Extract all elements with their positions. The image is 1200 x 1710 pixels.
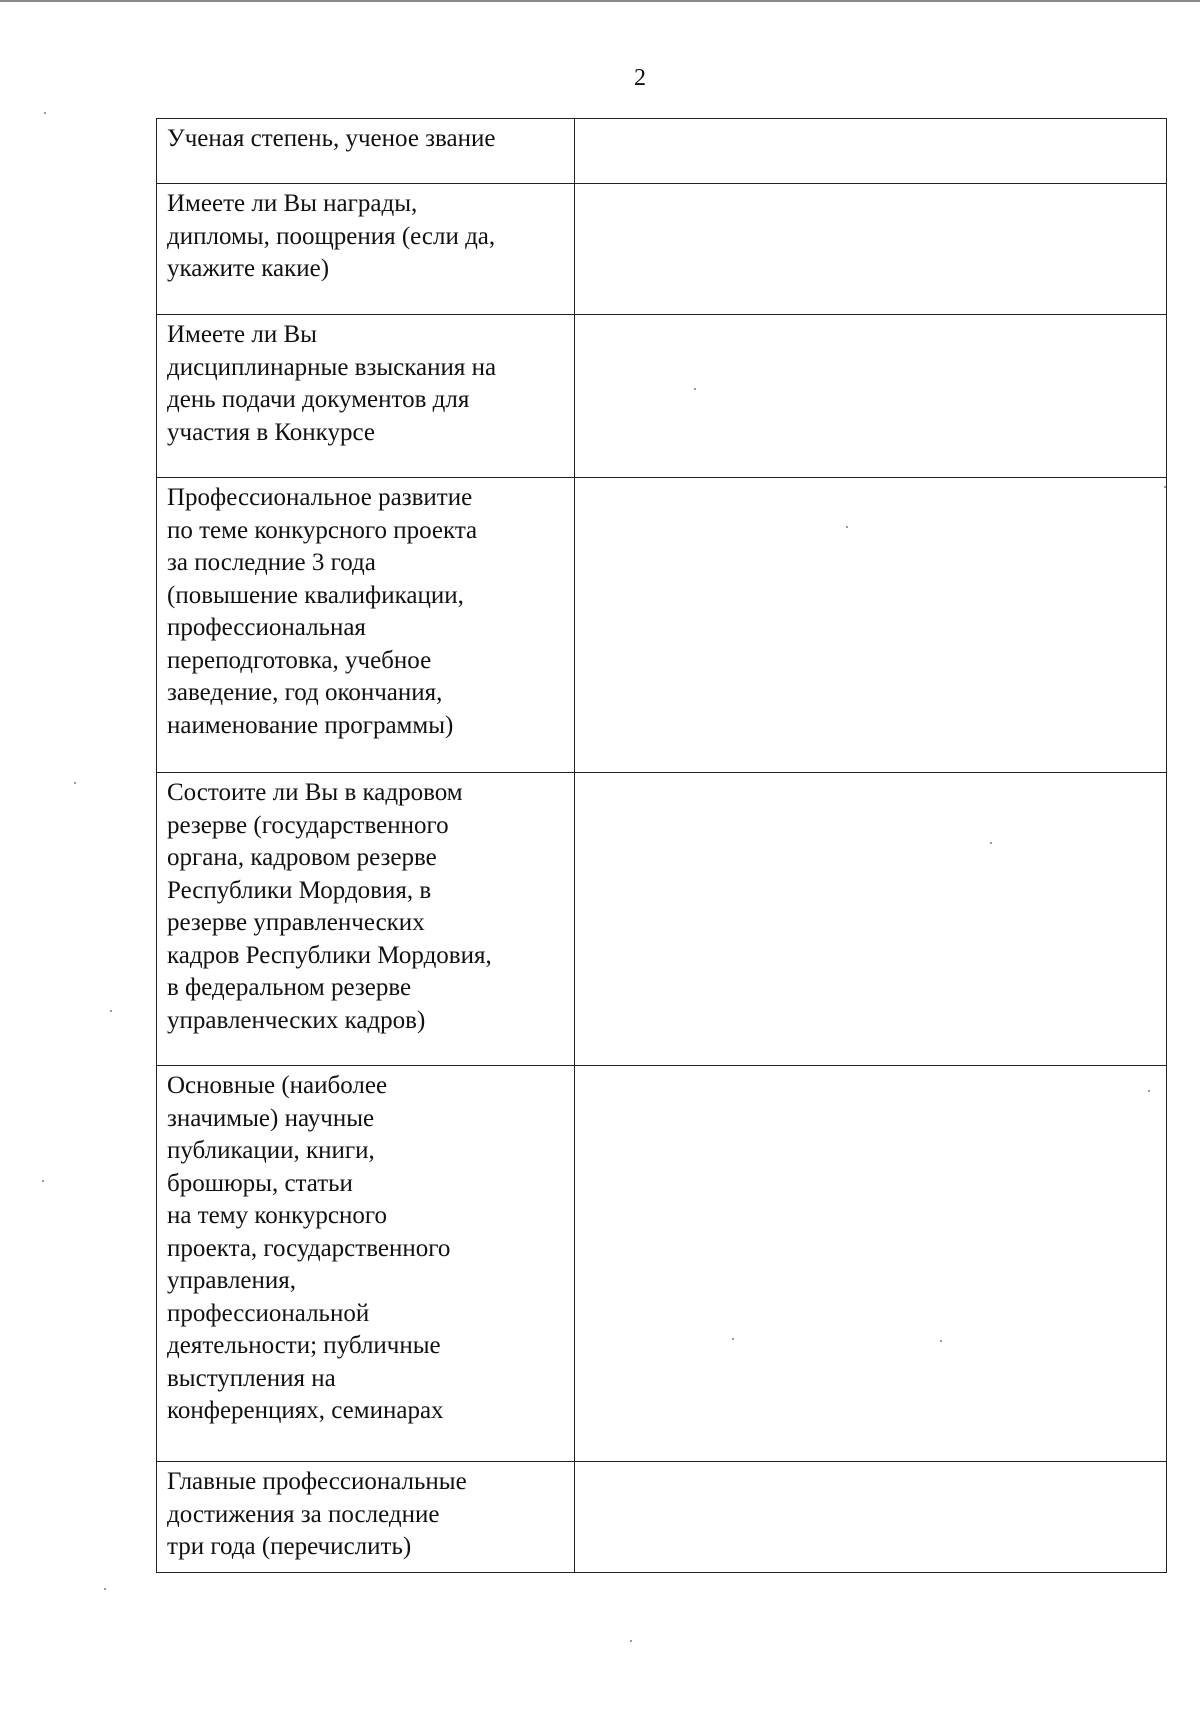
scan-speck [990,842,992,844]
label-cell [157,478,575,773]
scan-speck [110,1010,112,1012]
questionnaire-table [156,118,1167,1573]
table-row-personnel-reserve [157,773,1167,1066]
label-cell [157,773,575,1066]
value-cell-publications[interactable] [575,1066,1167,1462]
scan-speck [1164,486,1166,488]
row-label: Профессиональное развитие по теме конкурсного проекта за последние 3 года (повышение квалификации, профессиональная переподготовка, учебное заведение, год окончания, наименование программы) [167,484,478,739]
row-label: Имеете ли Вы дисциплинарные взыскания на день подачи документов для участия в Конкурсе [167,321,497,446]
scan-speck [44,112,46,114]
scan-speck [74,782,76,784]
scan-speck [940,1340,942,1342]
value-cell-awards[interactable] [575,184,1167,315]
label-cell [157,1066,575,1462]
scan-speck [42,1180,44,1182]
table-row-publications [157,1066,1167,1462]
table-row-awards [157,184,1167,315]
value-cell-disciplinary[interactable] [575,315,1167,478]
label-cell [157,315,575,478]
scan-speck [694,388,696,390]
table-row-professional-development [157,478,1167,773]
scan-speck [630,1640,632,1642]
row-label: Имеете ли Вы награды, дипломы, поощрения (если да, укажите какие) [167,190,496,282]
row-label: Главные профессиональные достижения за последние три года (перечислить) [167,1468,467,1560]
value-cell-academic-degree[interactable] [575,119,1167,184]
page-number: 2 [634,65,646,91]
scan-speck [846,526,848,528]
label-cell [157,119,575,184]
scan-speck [732,1338,734,1340]
row-label: Состоите ли Вы в кадровом резерве (государственного органа, кадровом резерве Республики Мордовия, в резерве управленческих кадров Республики Мордовия, в федеральном резерве управленческих кадров) [167,779,492,1034]
label-cell [157,1462,575,1573]
page-top-edge [0,0,1200,2]
value-cell-achievements[interactable] [575,1462,1167,1573]
value-cell-professional-development[interactable] [575,478,1167,773]
scan-speck [1148,1090,1150,1092]
table-row-achievements [157,1462,1167,1573]
row-label: Основные (наиболее значимые) научные публикации, книги, брошюры, статьи на тему конкурсного проекта, государственного управления, профессиональной деятельности; публичные выступления на конференциях, семинарах [167,1072,451,1424]
table-row-academic-degree [157,119,1167,184]
value-cell-personnel-reserve[interactable] [575,773,1167,1066]
label-cell [157,184,575,315]
scan-speck [104,1588,106,1590]
row-label: Ученая степень, ученое звание [167,125,496,152]
table-row-disciplinary [157,315,1167,478]
